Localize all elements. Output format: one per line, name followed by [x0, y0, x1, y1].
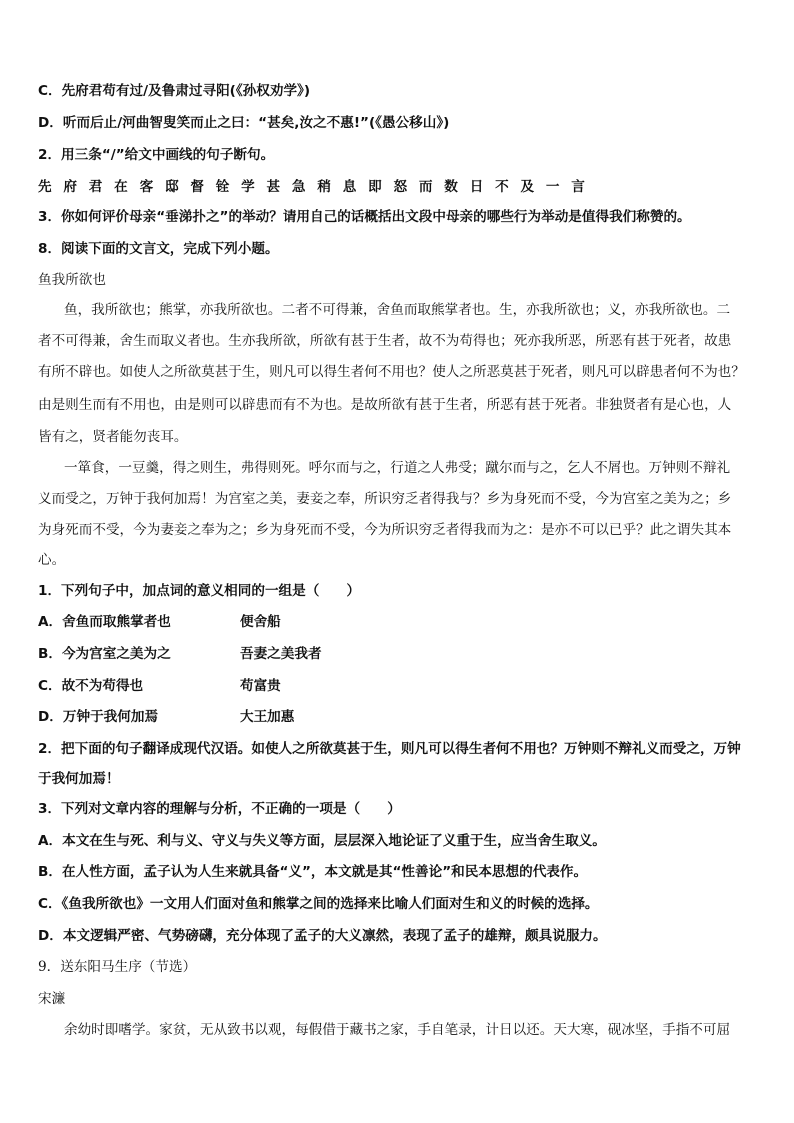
- sub3-option-b: B．在人性方面，孟子认为人生来就具备“义”，本文就是其“性善论”和民本思想的代表作。: [38, 864, 588, 880]
- sub-question-3-stem: 3．下列对文章内容的理解与分析，不正确的一项是（ ）: [38, 801, 401, 817]
- question-9-heading: 9．送东阳马生序（节选）: [38, 959, 197, 975]
- passage-p1-line: 鱼，我所欲也；熊掌，亦我所欲也。二者不可得兼，舍鱼而取熊掌者也。生，亦我所欲也；义，亦我所欲也。二: [64, 302, 731, 318]
- question-8-heading: 8．阅读下面的文言文，完成下列小题。: [38, 241, 279, 257]
- passage-title: 鱼我所欲也: [38, 272, 106, 288]
- option-c-line: C．先府君苟有过/及鲁肃过寻阳(《孙权劝学》): [38, 83, 311, 99]
- question-3-stem: 3．你如何评价母亲“垂涕扑之”的举动？请用自己的话概括出文段中母亲的哪些行为举动是值得我们称赞的。: [38, 209, 691, 225]
- passage-p2-line: 心。: [38, 552, 66, 568]
- passage-p2-line: 为身死而不受，今为妻妾之奉为之；乡为身死而不受，今为所识穷乏者得我而为之：是亦不可以已乎？此之谓失其本: [38, 522, 732, 538]
- option-compare: 苟富贵: [240, 678, 281, 694]
- sub3-option-c: C．《鱼我所欲也》一文用人们面对鱼和熊掌之间的选择来比喻人们面对生和义的时候的选择。: [38, 896, 599, 912]
- option-compare: 便舍船: [240, 614, 281, 630]
- passage-p1-line: 有所不辟也。如使人之所欲莫甚于生，则凡可以得生者何不用也？使人之所恶莫甚于死者，则凡可以辟患者何不为也？: [38, 364, 745, 380]
- passage-p1-line: 由是则生而有不用也，由是则可以辟患而有不为也。是故所欲有甚于生者，所恶有甚于死者。非独贤者有是心也，人: [38, 397, 732, 413]
- question-2-stem: 2．用三条“/”给文中画线的句子断句。: [38, 147, 275, 163]
- sub3-option-a: A．本文在生与死、利与义、守义与失义等方面，层层深入地论证了义重于生，应当舍生取义。: [38, 833, 606, 849]
- option-sentence: C．故不为苟得也: [38, 678, 144, 694]
- sub1-option-a: [38, 613, 756, 631]
- sub-question-2-stem: 2．把下面的句子翻译成现代汉语。如使人之所欲莫甚于生，则凡可以得生者何不用也？万钟则不辩礼义而受之，万钟: [38, 741, 741, 757]
- sub-question-2-stem-cont: 于我何加焉！: [38, 771, 120, 787]
- sub-question-1-stem: 1．下列句子中，加点词的意义相同的一组是（ ）: [38, 583, 361, 599]
- author-name: 宋濂: [38, 991, 66, 1007]
- option-sentence: B．今为宫室之美为之: [38, 646, 171, 662]
- question-2-text: 先府君在客邸督铨学甚急稍息即怒而数日不及一言: [38, 179, 597, 195]
- sub1-option-b: [38, 645, 756, 663]
- passage-9-line: 余幼时即嗜学。家贫，无从致书以观，每假借于藏书之家，手自笔录，计日以还。天大寒，砚冰坚，手指不可屈: [64, 1022, 731, 1038]
- passage-p1-line: 皆有之，贤者能勿丧耳。: [38, 429, 188, 445]
- passage-p2-line: 一箪食，一豆羹，得之则生，弗得则死。呼尔而与之，行道之人弗受；蹴尔而与之，乞人不屑也。万钟则不辩礼: [64, 460, 731, 476]
- sub1-option-c: [38, 677, 756, 695]
- option-compare: 吾妻之美我者: [240, 646, 322, 662]
- option-d-line: D．听而后止/河曲智叟笑而止之曰：“甚矣,汝之不惠!”(《愚公移山》): [38, 115, 450, 131]
- passage-p1-line: 者不可得兼，舍生而取义者也。生亦我所欲，所欲有甚于生者，故不为苟得也；死亦我所恶，所恶有甚于死者，故患: [38, 333, 732, 349]
- sub1-option-d: [38, 708, 756, 726]
- sub3-option-d: D．本文逻辑严密、气势磅礴，充分体现了孟子的大义凛然，表现了孟子的雄辩，颇具说服力。: [38, 928, 607, 944]
- passage-p2-line: 义而受之，万钟于我何加焉！为宫室之美，妻妾之奉，所识穷乏者得我与？乡为身死而不受，今为宫室之美为之；乡: [38, 491, 732, 507]
- option-sentence: D．万钟于我何加焉: [38, 709, 159, 725]
- option-compare: 大王加惠: [240, 709, 295, 725]
- option-sentence: A．舍鱼而取熊掌者也: [38, 614, 171, 630]
